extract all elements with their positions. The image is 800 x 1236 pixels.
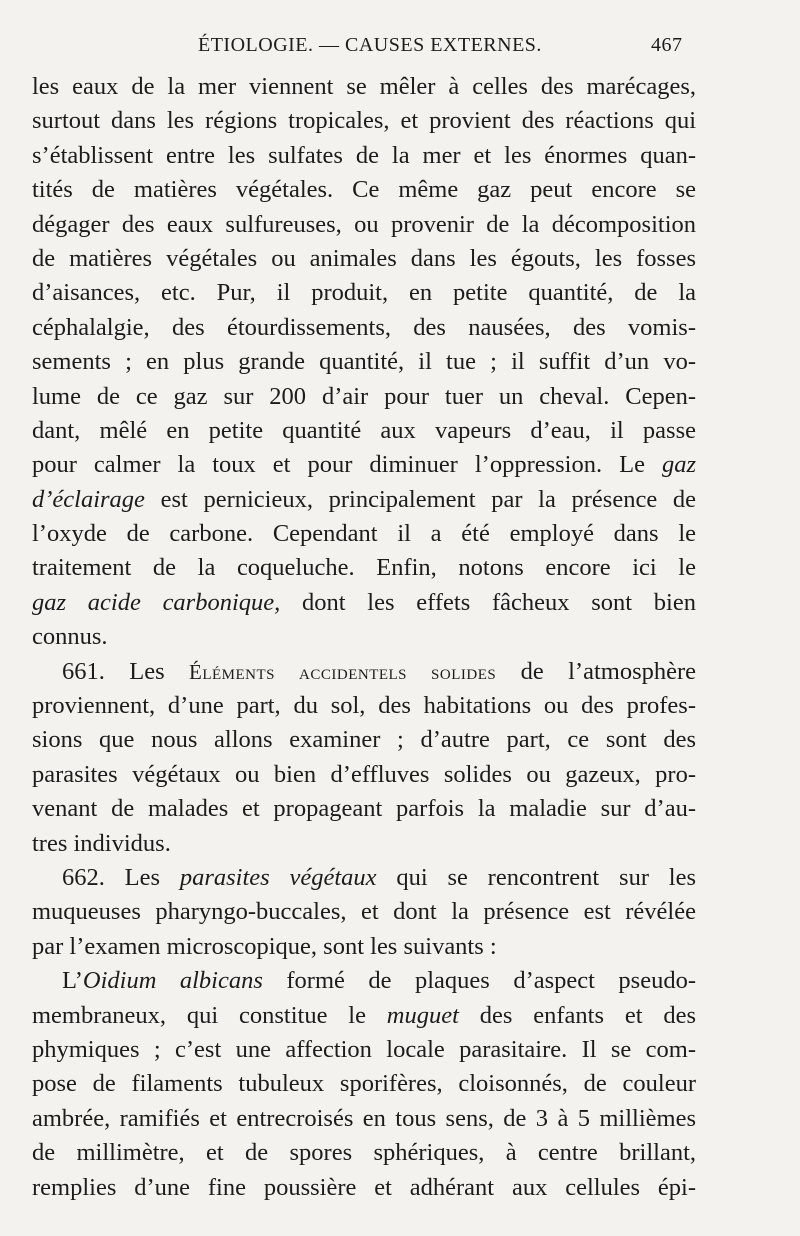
text-run: dégager des eaux sulfureuses, ou provenir de la décomposition xyxy=(32,210,696,238)
text-line xyxy=(32,276,696,310)
text-line xyxy=(32,999,696,1033)
text-run: membraneux, qui constitue le xyxy=(32,1001,387,1029)
text-line xyxy=(32,208,696,242)
text-run: dont les effets fâcheux sont bien xyxy=(280,588,696,616)
text-run: formé de plaques d’aspect pseudo- xyxy=(262,967,696,995)
body-text xyxy=(32,70,696,1205)
text-run: est pernicieux, principalement par la présence de xyxy=(144,485,696,513)
text-run: d’aisances, etc. Pur, il produit, en petite quantité, de la xyxy=(32,279,696,307)
text-run: sements ; en plus grande quantité, il tue ; il suffit d’un vo- xyxy=(32,348,696,376)
text-line xyxy=(32,930,696,964)
text-run: tités de matières végétales. Ce même gaz peut encore se xyxy=(32,176,696,204)
text-run: par l’examen microscopique, sont les suivants : xyxy=(32,932,497,960)
text-line xyxy=(32,345,696,379)
text-run: pour calmer la toux et pour diminuer l’oppression. Le xyxy=(32,451,662,479)
text-line xyxy=(32,1067,696,1101)
text-line xyxy=(32,173,696,207)
text-run: surtout dans les régions tropicales, et provient des réactions qui xyxy=(32,107,696,135)
text-line xyxy=(32,104,696,138)
text-line xyxy=(32,380,696,414)
text-run: muqueuses pharyngo-buccales, et dont la présence est révélée xyxy=(32,898,696,926)
text-run: remplies d’une fine poussière et adhérant aux cellules épi- xyxy=(32,1173,696,1201)
text-run: tres individus. xyxy=(32,829,171,857)
text-line xyxy=(32,414,696,448)
text-run: de l’atmosphère xyxy=(496,657,697,685)
small-caps-text: Éléments accidentels solides xyxy=(189,659,497,684)
text-line xyxy=(32,620,696,654)
text-run: les eaux de la mer viennent se mêler à celles des marécages, xyxy=(32,73,696,100)
italic-text: Oidium albicans xyxy=(82,967,263,995)
text-line xyxy=(32,895,696,929)
text-run: 661. Les xyxy=(62,657,190,685)
text-line xyxy=(32,1171,696,1205)
italic-text: d’éclairage xyxy=(32,485,145,513)
text-run: céphalalgie, des étourdissements, des nausées, des vomis- xyxy=(32,313,696,341)
text-run: de matières végétales ou animales dans les égouts, les fosses xyxy=(32,244,696,272)
page-number: 467 xyxy=(651,34,683,56)
text-run: L’ xyxy=(62,967,83,995)
text-run: qui se rencontrent sur les xyxy=(376,863,696,891)
text-line xyxy=(32,483,696,517)
text-run: des enfants et des xyxy=(458,1001,696,1029)
italic-text: parasites végétaux xyxy=(179,863,377,891)
text-run: dant, mêlé en petite quantité aux vapeurs d’eau, il passe xyxy=(32,416,696,444)
text-line xyxy=(32,792,696,826)
text-line xyxy=(32,758,696,792)
text-line xyxy=(32,1136,696,1170)
text-line xyxy=(32,586,696,620)
text-line xyxy=(32,551,696,585)
text-line xyxy=(32,1033,696,1067)
text-line xyxy=(32,964,696,998)
text-line xyxy=(32,139,696,173)
text-run: phymiques ; c’est une affection locale parasitaire. Il se com- xyxy=(32,1035,696,1063)
text-line xyxy=(32,242,696,276)
text-run: 662. Les xyxy=(62,863,180,891)
text-run: venant de malades et propageant parfois la maladie sur d’au- xyxy=(32,795,696,823)
text-run: de millimètre, et de spores sphériques, à centre brillant, xyxy=(32,1139,696,1167)
running-header xyxy=(0,30,800,60)
text-line xyxy=(32,861,696,895)
italic-text: muguet xyxy=(386,1001,459,1029)
text-line xyxy=(32,655,696,689)
text-line xyxy=(32,517,696,551)
text-line xyxy=(32,827,696,861)
text-run: traitement de la coqueluche. Enfin, notons encore ici le xyxy=(32,554,696,582)
text-run: sions que nous allons examiner ; d’autre part, ce sont des xyxy=(32,726,696,754)
text-run: connus. xyxy=(32,623,108,651)
text-run: s’établissent entre les sulfates de la mer et les énormes quan- xyxy=(32,141,696,169)
text-line xyxy=(32,723,696,757)
text-run: lume de ce gaz sur 200 d’air pour tuer un cheval. Cepen- xyxy=(32,382,696,410)
text-line xyxy=(32,689,696,723)
text-run: proviennent, d’une part, du sol, des habitations ou des profes- xyxy=(32,692,696,720)
text-run: parasites végétaux ou bien d’effluves solides ou gazeux, pro- xyxy=(32,760,696,788)
text-run: ambrée, ramifiés et entrecroisés en tous sens, de 3 à 5 millièmes xyxy=(32,1104,696,1132)
text-line xyxy=(32,1102,696,1136)
text-line xyxy=(32,311,696,345)
italic-text: gaz acide carbonique, xyxy=(32,588,281,616)
text-run: l’oxyde de carbone. Cependant il a été employé dans le xyxy=(32,520,696,548)
text-run: pose de filaments tubuleux sporifères, cloisonnés, de couleur xyxy=(32,1070,696,1098)
text-line xyxy=(32,70,696,104)
text-line xyxy=(32,448,696,482)
italic-text: gaz xyxy=(661,451,696,479)
running-title: ÉTIOLOGIE. — CAUSES EXTERNES. xyxy=(198,34,542,56)
